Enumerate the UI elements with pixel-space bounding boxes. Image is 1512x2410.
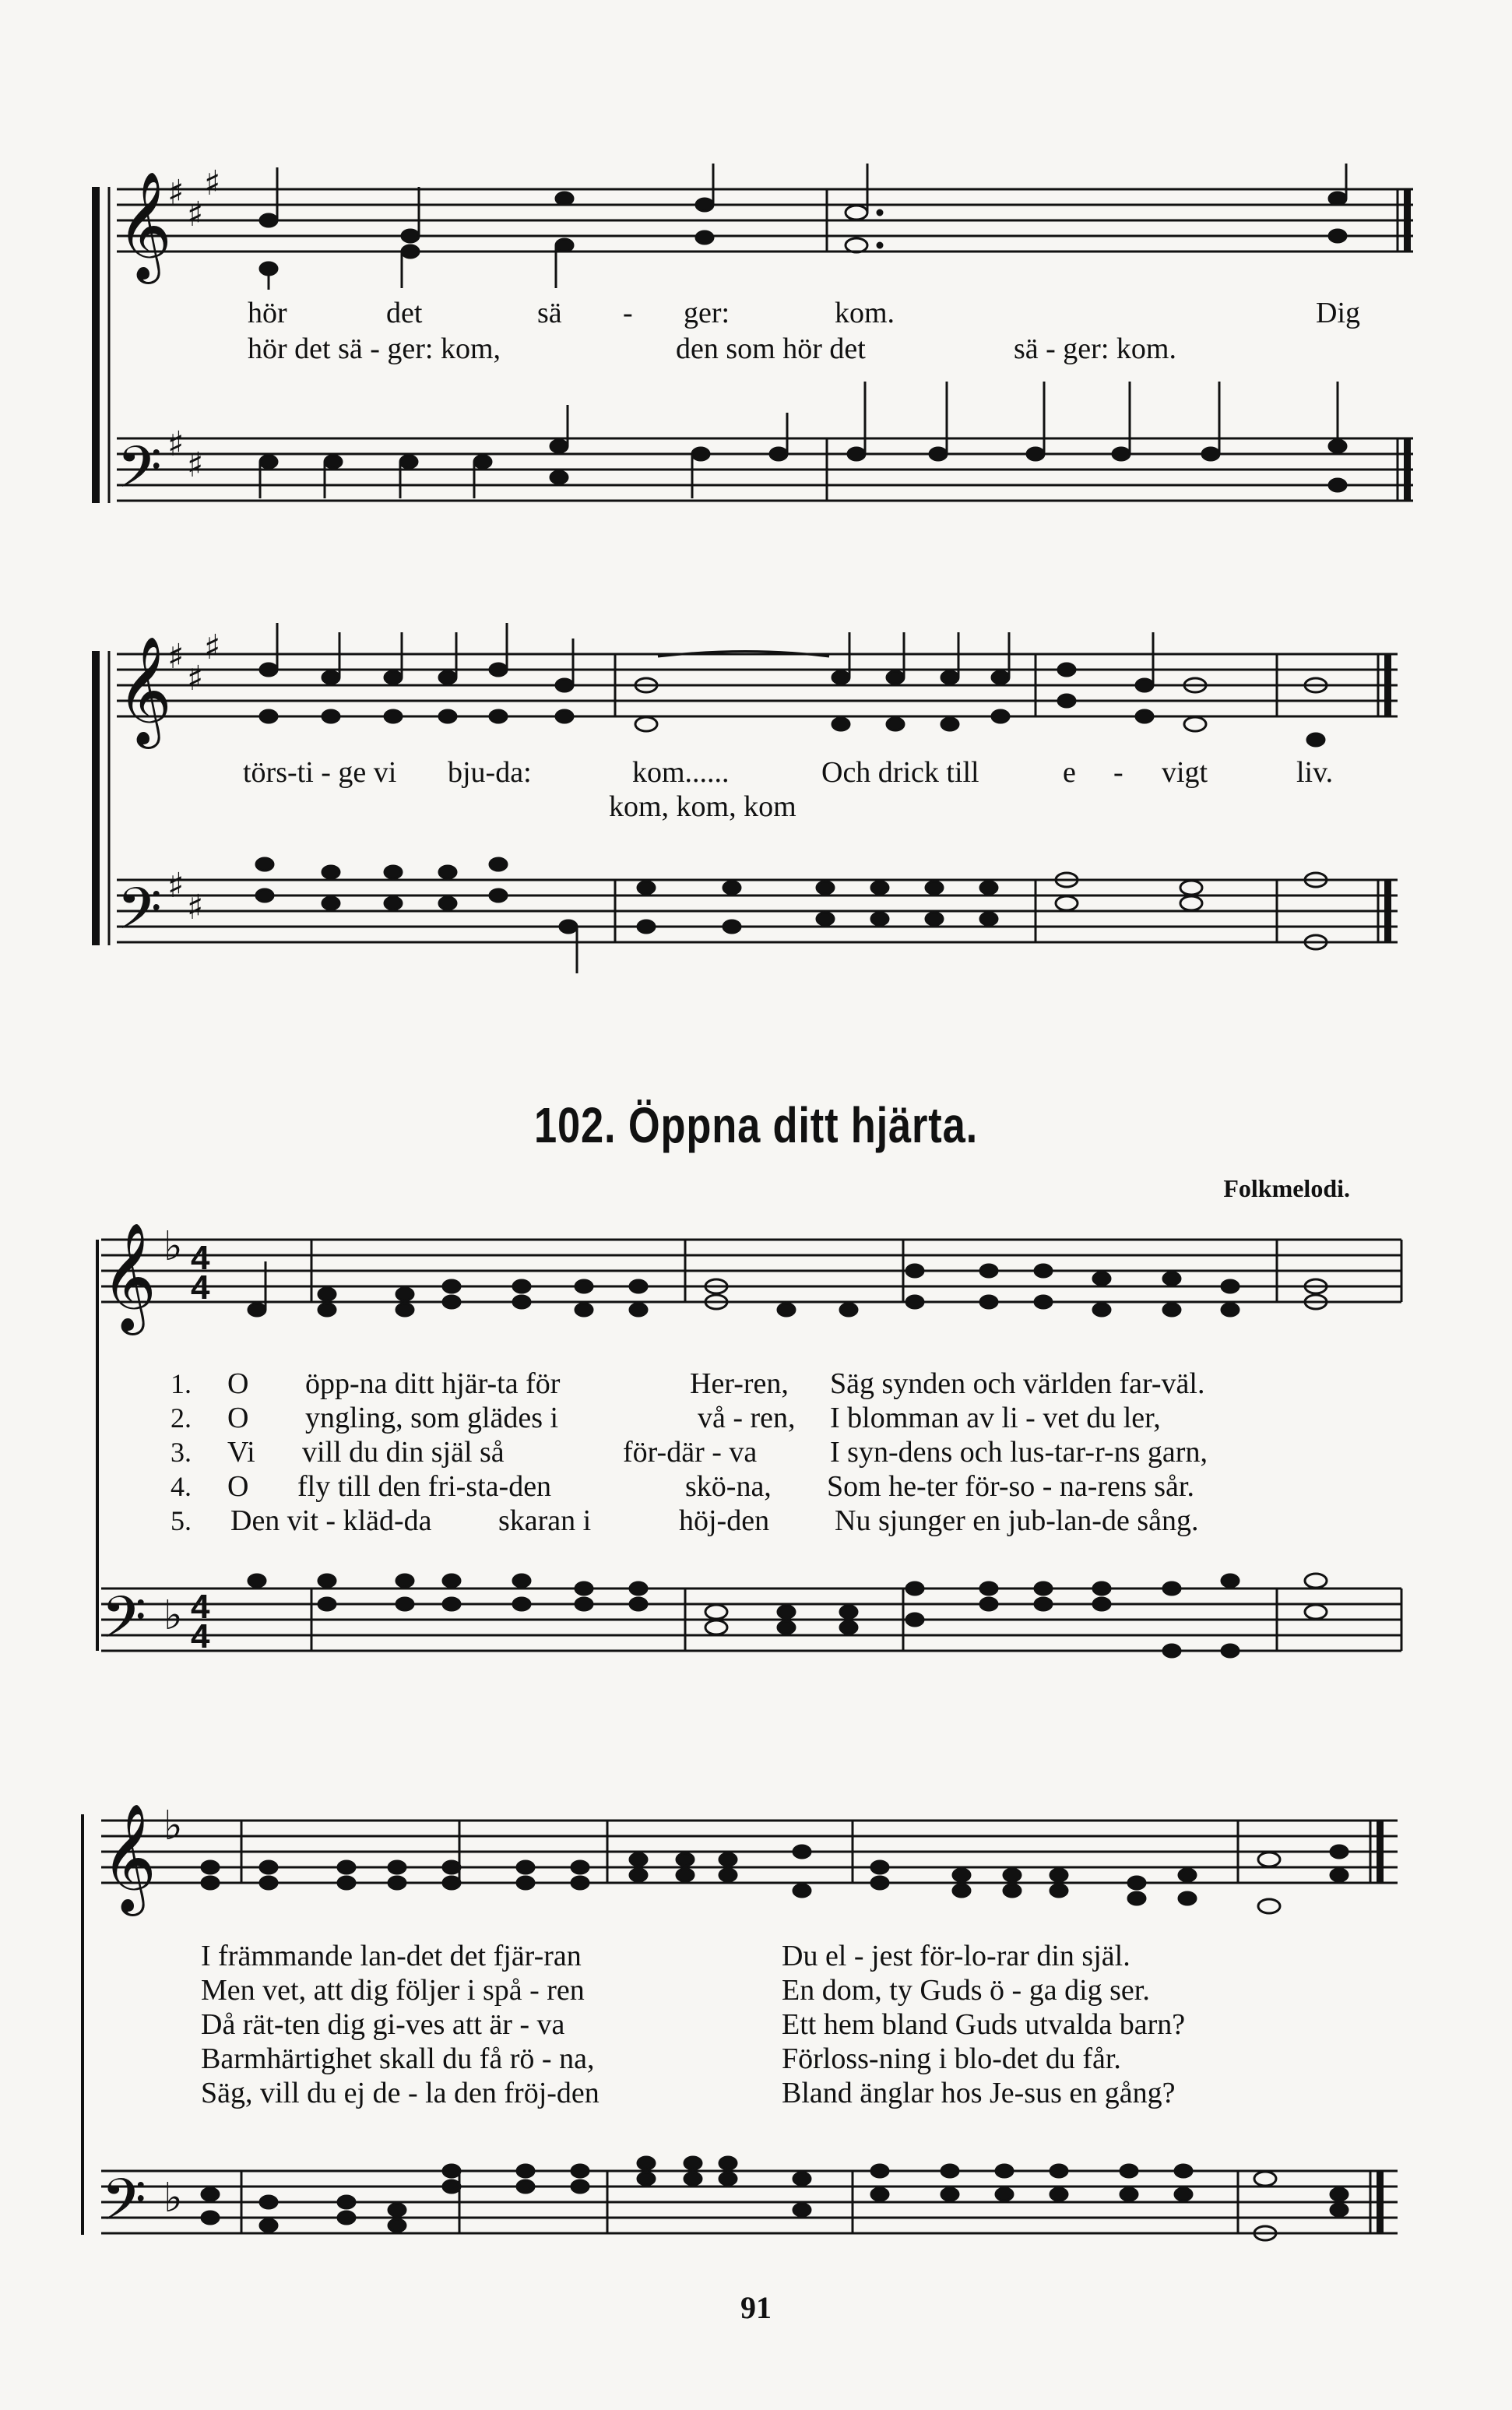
lyric-line-1-6: kom. (835, 297, 895, 329)
verse-number-2: 2. (171, 1402, 192, 1434)
verse-1-part-5: Du el - jest för-lo-rar din själ. (782, 1940, 1130, 1972)
verse-4-part-4: Barmhärtighet skall du få rö - na, (201, 2042, 595, 2075)
verse-4-part-2: skö-na, (685, 1470, 772, 1503)
time-sig-upper-bass: 4 (191, 1588, 210, 1626)
verse-2-part-2: vå - ren, (698, 1402, 796, 1434)
lyric-s2-2: bju-da: (448, 756, 532, 789)
verse-4-part-5: Förloss-ning i blo-det du får. (782, 2042, 1121, 2075)
hymn-name: Öppna ditt hjärta. (628, 1097, 979, 1153)
verse-number-1: 1. (171, 1368, 192, 1399)
verse-number-3: 3. (171, 1437, 192, 1468)
lyric-line-1-2: det (386, 297, 423, 329)
lyric-s2-7: vigt (1162, 756, 1208, 789)
svg-text:♯: ♯ (167, 637, 185, 677)
hymn-number: 102. (533, 1097, 617, 1153)
time-sig-lower-treble: 4 (191, 1268, 210, 1307)
svg-text:♭: ♭ (164, 1223, 183, 1270)
svg-text:𝄞: 𝄞 (117, 636, 172, 744)
lyric-line-1-4: - (623, 297, 633, 329)
verse-5-part-5: Bland änglar hos Je-sus en gång? (782, 2077, 1176, 2109)
verse-2-part-5: En dom, ty Guds ö - ga dig ser. (782, 1974, 1150, 2007)
lyric-s2-4: Och drick till (821, 756, 979, 789)
verse-3-part-4: Då rät-ten dig gi-ves att är - va (201, 2008, 565, 2041)
composer-credit: Folkmelodi. (1223, 1174, 1350, 1202)
verse-number-4: 4. (171, 1471, 192, 1502)
lyric-line-2-3: sä - ger: kom. (1014, 332, 1176, 365)
verse-5-part-4: Säg, vill du ej de - la den fröj-den (201, 2077, 600, 2109)
svg-text:♯: ♯ (167, 424, 185, 464)
lyric-s2-3: kom...... (632, 756, 730, 789)
verse-5-part-1: skaran i (498, 1504, 592, 1537)
svg-text:𝄢: 𝄢 (117, 434, 162, 515)
lyric-line-1-1: hör (248, 297, 287, 329)
verse-3-part-1: vill du din själ så (302, 1436, 505, 1469)
time-sig-upper-treble: 4 (191, 1239, 210, 1277)
lyric-line-2-2: den som hör det (676, 332, 866, 365)
svg-text:♯: ♯ (187, 888, 204, 927)
lyric-s2-5: e (1063, 756, 1076, 789)
svg-text:♭: ♭ (164, 1803, 183, 1849)
verse-1-part-3: Säg synden och världen far-väl. (830, 1367, 1205, 1400)
page-number: 91 (740, 2290, 772, 2325)
svg-text:♯: ♯ (204, 164, 221, 203)
verse-1-part-1: öpp-na ditt hjär-ta för (305, 1367, 561, 1400)
lyric-line-1-5: ger: (684, 297, 730, 329)
svg-text:♯: ♯ (167, 173, 185, 213)
verse-1-part-2: Her-ren, (690, 1367, 789, 1400)
lyric-line-2-1: hör det sä - ger: kom, (248, 332, 501, 365)
svg-text:𝄢: 𝄢 (101, 1584, 146, 1666)
verse-4-word-1: O (227, 1470, 249, 1503)
svg-text:𝄢: 𝄢 (117, 875, 162, 957)
verse-1-word-1: O (227, 1367, 249, 1400)
verse-3-part-5: Ett hem bland Guds utvalda barn? (782, 2008, 1186, 2041)
svg-text:♯: ♯ (167, 866, 185, 906)
lyric-s2-line2: kom, kom, kom (609, 790, 796, 823)
verse-2-part-3: I blomman av li - vet du ler, (830, 1402, 1161, 1434)
lyric-s2-8: liv. (1296, 756, 1334, 789)
svg-text:♯: ♯ (187, 445, 204, 485)
svg-text:♭: ♭ (164, 2175, 183, 2222)
verse-2-part-4: Men vet, att dig följer i spå - ren (201, 1974, 585, 2007)
lyric-s2-1: törs-ti - ge vi (243, 756, 397, 789)
lyric-line-1-7: Dig (1316, 297, 1360, 329)
verse-3-part-3: I syn-dens och lus-tar-r-ns garn, (830, 1436, 1208, 1469)
time-sig-lower-bass: 4 (191, 1617, 210, 1655)
verse-number-5: 5. (171, 1505, 192, 1536)
verse-5-word-1: Den vit - kläd-da (230, 1504, 432, 1537)
verse-3-part-2: för-där - va (623, 1436, 758, 1469)
svg-text:♯: ♯ (204, 628, 221, 667)
svg-text:𝄞: 𝄞 (101, 1223, 156, 1331)
lyric-s2-6: - (1113, 756, 1123, 789)
verse-3-word-1: Vi (227, 1436, 255, 1469)
svg-text:♭: ♭ (164, 1592, 183, 1639)
verse-1-part-4: I främmande lan-det det fjär-ran (201, 1940, 582, 1972)
verse-4-part-3: Som he-ter för-so - na-rens sår. (827, 1470, 1194, 1503)
svg-text:𝄞: 𝄞 (117, 171, 172, 280)
verse-2-part-1: yngling, som glädes i (305, 1402, 559, 1434)
lyric-line-1-3: sä (537, 297, 562, 329)
svg-text:♯: ♯ (187, 195, 204, 234)
verse-2-word-1: O (227, 1402, 249, 1434)
svg-text:𝄢: 𝄢 (101, 2166, 146, 2248)
svg-text:♯: ♯ (187, 659, 204, 698)
verse-4-part-1: fly till den fri-sta-den (297, 1470, 552, 1503)
svg-text:𝄞: 𝄞 (101, 1803, 156, 1912)
verse-5-part-3: Nu sjunger en jub-lan-de sång. (835, 1504, 1199, 1537)
verse-5-part-2: höj-den (679, 1504, 770, 1537)
